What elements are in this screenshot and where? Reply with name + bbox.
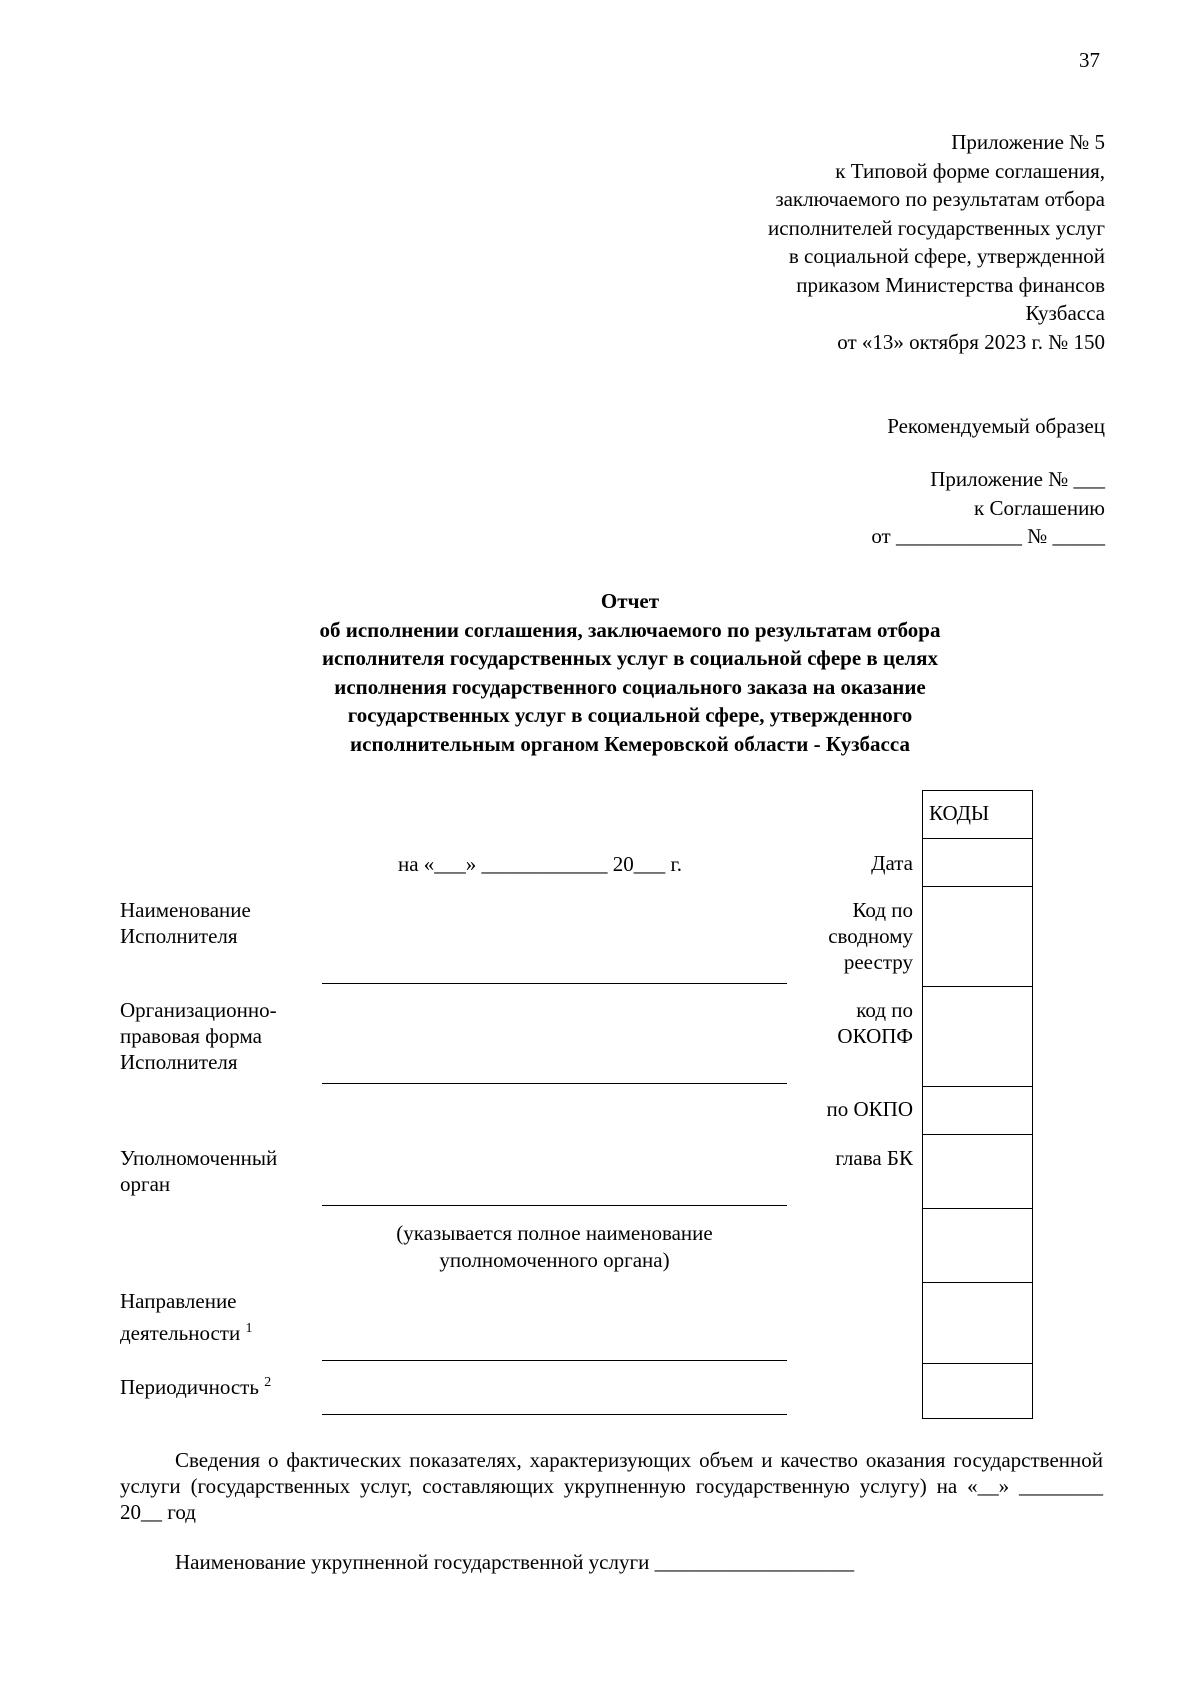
consolidated-service-line[interactable]: Наименование укрупненной государственной услуги ___________________ xyxy=(175,1550,855,1574)
periodicity-line[interactable] xyxy=(322,1414,787,1415)
report-title xyxy=(220,587,1040,758)
code-label-date: Дата xyxy=(871,851,913,875)
executor-name-line[interactable] xyxy=(322,983,787,984)
code-cell-date[interactable] xyxy=(923,839,1032,887)
recommended-sample: Рекомендуемый образец xyxy=(887,414,1105,438)
code-cell-bk[interactable] xyxy=(923,1135,1032,1209)
appendix-line: приказом Министерства финансов xyxy=(796,272,1105,297)
title-line: государственных услуг в социальной сфере, утвержденного xyxy=(347,703,913,727)
label-direction: Направление деятельности $^1$ xyxy=(120,1289,253,1345)
codes-table xyxy=(922,790,1033,1419)
label-executor-name: Наименование Исполнителя xyxy=(120,898,251,948)
appendix-line: от «13» октября 2023 г. № 150 xyxy=(837,329,1105,354)
code-cell-registry[interactable] xyxy=(923,887,1032,987)
agreement-line: от ____________ № _____ xyxy=(871,524,1105,548)
title-line: исполнителя государственных услуг в социальной сфере в целях xyxy=(321,646,939,670)
title-line: исполнительным органом Кемеровской области - Кузбасса xyxy=(350,731,910,756)
code-label-okopf: код по ОКОПФ xyxy=(837,998,913,1048)
title-line: об исполнении соглашения, заключаемого по результатам отбора xyxy=(319,617,941,642)
agreement-block xyxy=(685,465,1105,551)
codes-header: КОДЫ xyxy=(923,791,1032,839)
title-line: исполнения государственного социального заказа на оказание xyxy=(334,674,926,699)
agreement-line: к Соглашению xyxy=(974,495,1105,520)
code-label-bk: глава БК xyxy=(835,1146,913,1170)
page-number: 37 xyxy=(1079,48,1100,72)
appendix-line: заключаемого по результатам отбора xyxy=(775,187,1105,211)
code-label-okpo: по ОКПО xyxy=(826,1097,913,1121)
authorized-body-line[interactable] xyxy=(322,1205,787,1206)
legal-form-line[interactable] xyxy=(322,1083,787,1084)
label-legal-form: Организационно- правовая форма Исполнителя xyxy=(120,998,277,1074)
footnote-mark-2: 2 xyxy=(264,1375,272,1390)
direction-line[interactable] xyxy=(322,1360,787,1361)
code-label-registry: Код по сводному реестру xyxy=(828,898,913,974)
appendix-line: Кузбасса xyxy=(1025,301,1105,325)
authorized-body-note: (указывается полное наименование уполномоченного органа) xyxy=(396,1221,713,1272)
appendix-line: к Типовой форме соглашения, xyxy=(835,158,1105,183)
code-cell-okpo[interactable] xyxy=(923,1087,1032,1135)
report-date-line[interactable]: на «___» ____________ 20___ г. xyxy=(398,852,683,876)
footnote-mark-1: 1 xyxy=(245,1321,253,1336)
appendix-line: в социальной сфере, утвержденной xyxy=(788,244,1105,268)
code-cell-okopf[interactable] xyxy=(923,987,1032,1087)
code-cell-empty-3[interactable] xyxy=(923,1364,1032,1419)
label-authorized-body: Уполномоченный орган xyxy=(120,1146,278,1196)
label-periodicity: Периодичность $^2$ xyxy=(120,1375,272,1399)
appendix-line: Приложение № 5 xyxy=(951,130,1105,154)
appendix-block xyxy=(605,128,1105,356)
title-line: Отчет xyxy=(600,589,660,613)
agreement-line: Приложение № ___ xyxy=(930,467,1105,491)
code-cell-empty-1[interactable] xyxy=(923,1209,1032,1283)
code-cell-empty-2[interactable] xyxy=(923,1283,1032,1364)
appendix-line: исполнителей государственных услуг xyxy=(768,215,1105,240)
indicators-paragraph: Сведения о фактических показателях, характеризующих объем и качество оказания государственной услуги (государственных услуг, составляющих укрупненную государственную услугу) на «__» ________ 20__ год xyxy=(120,1448,1103,1524)
